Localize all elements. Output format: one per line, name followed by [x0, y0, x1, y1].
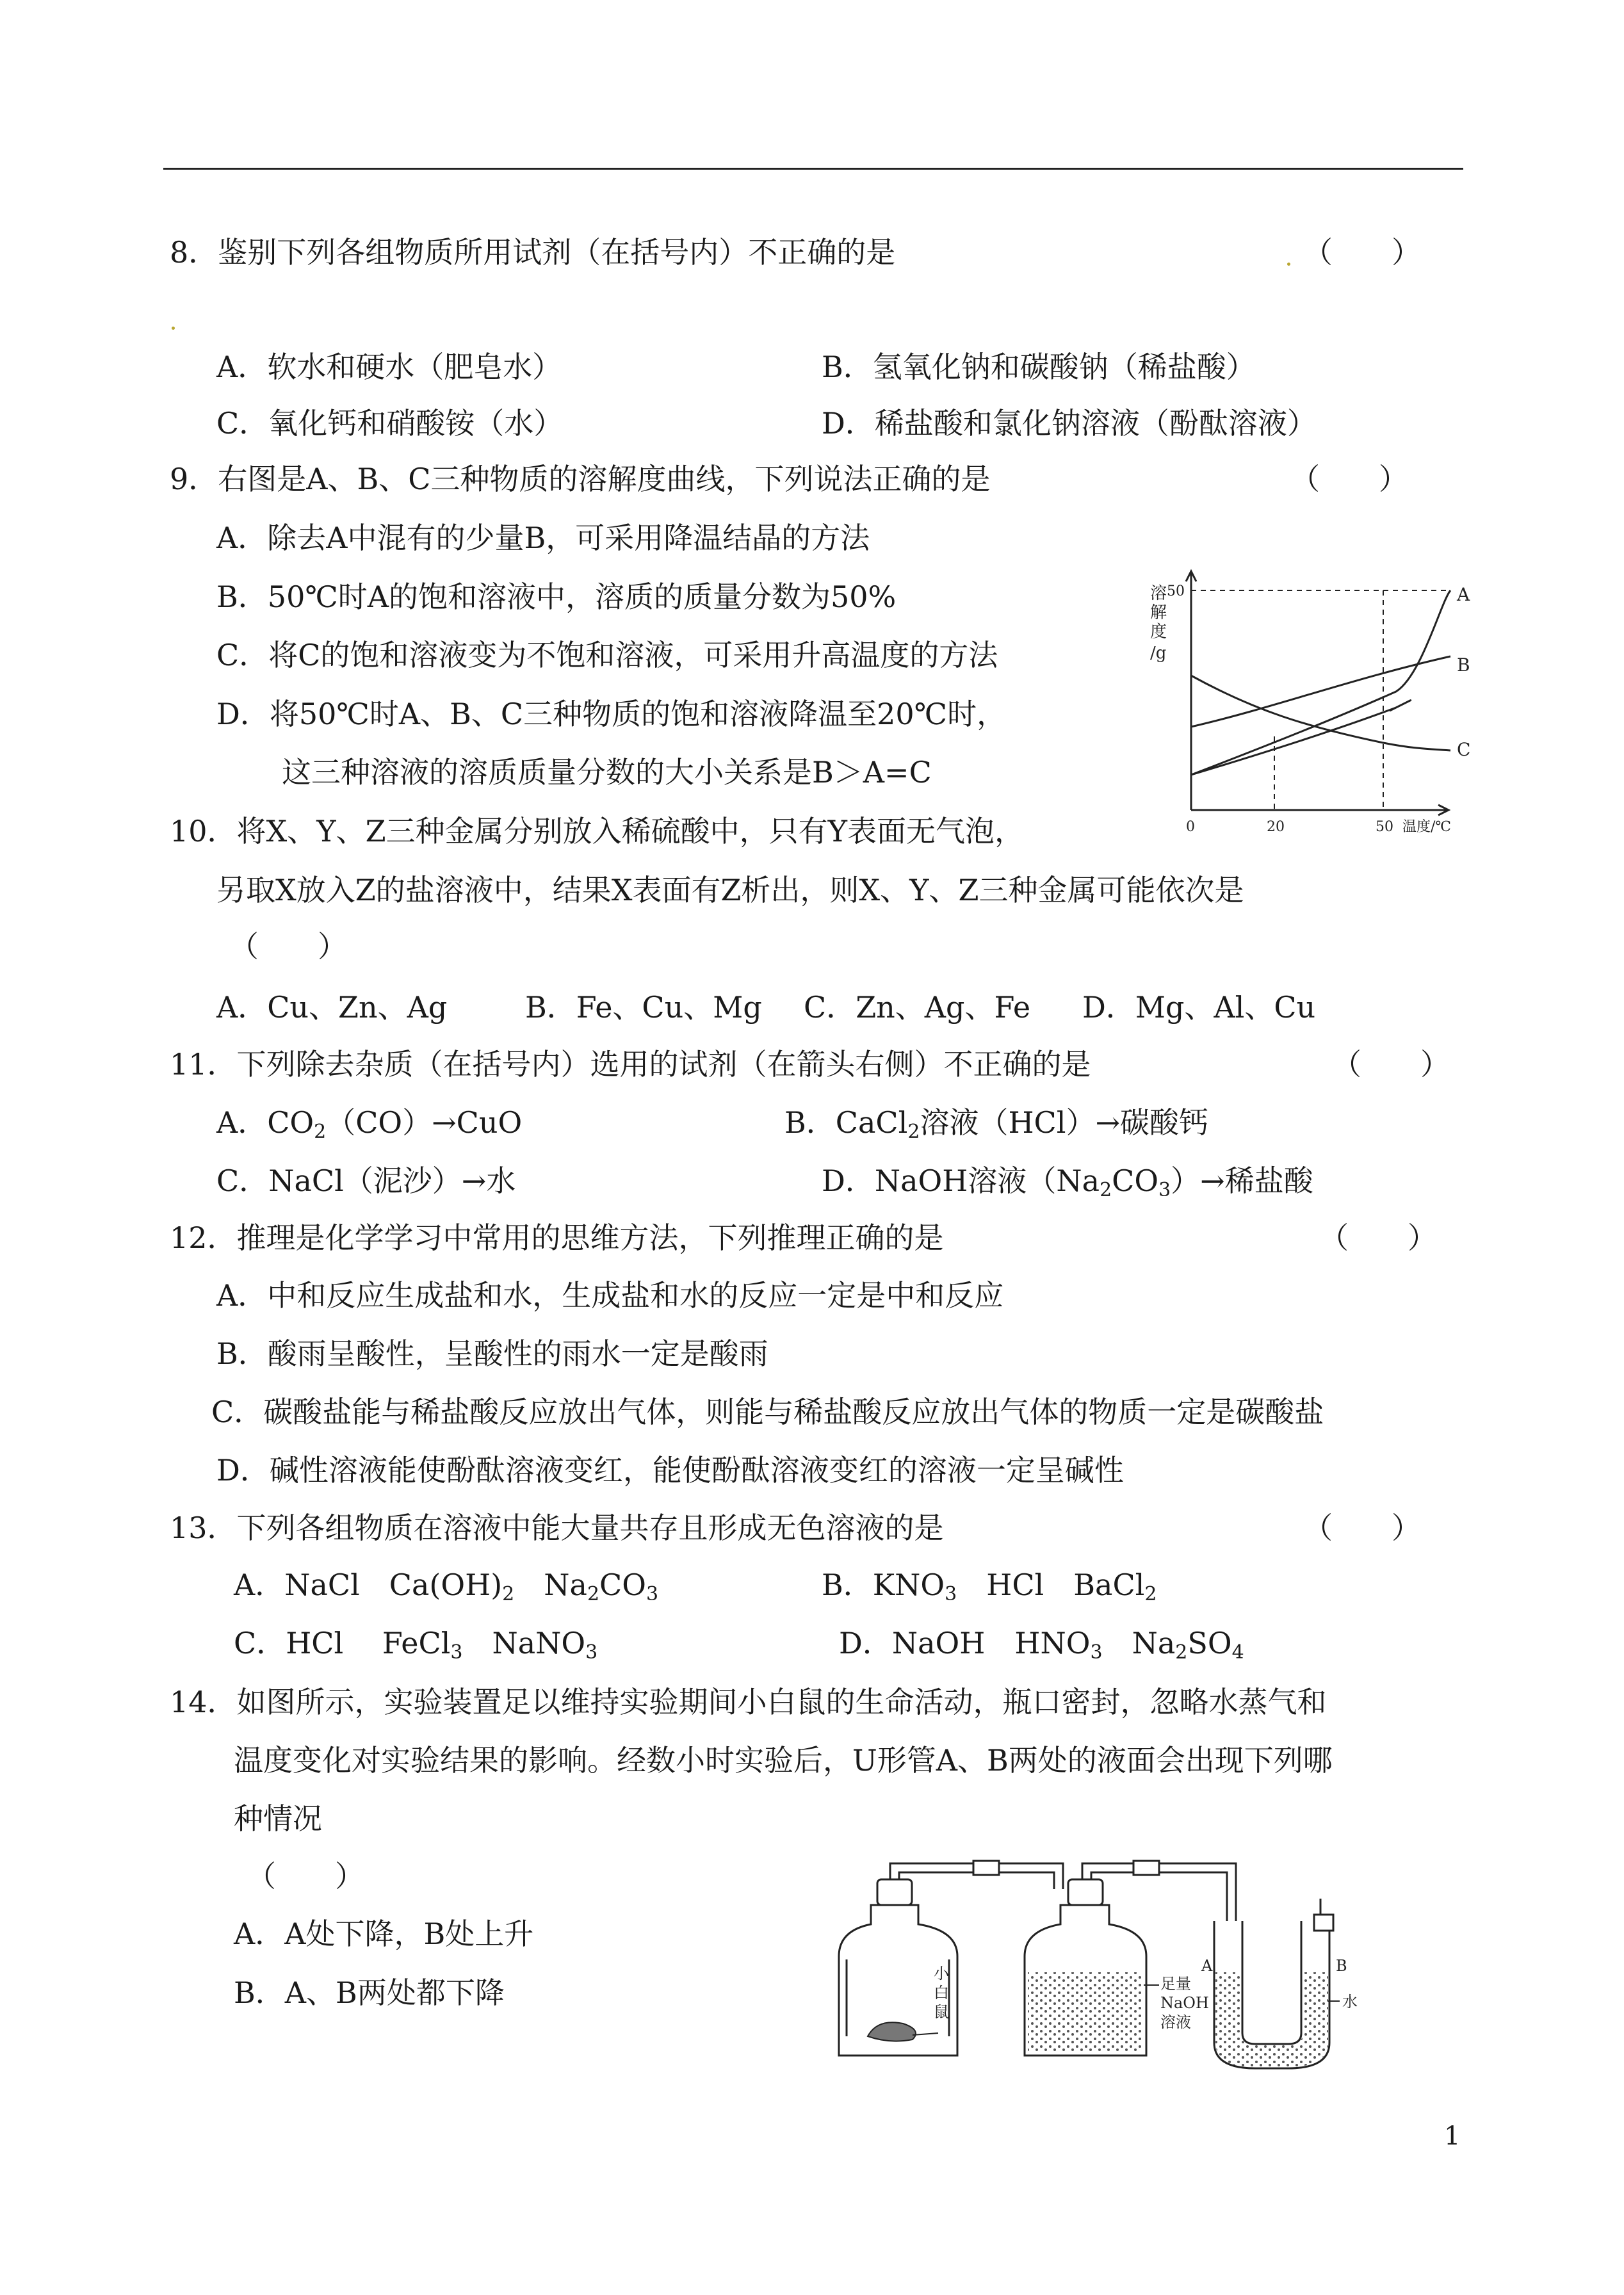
- q13-option-a: A．NaCl $Ca(OH)_2$ $Na_2CO_3$: [234, 1568, 659, 1605]
- q14-bracket: （ ）: [247, 1859, 364, 1894]
- mouse-label-1: 小: [934, 1965, 949, 1983]
- apparatus-diagram: [832, 1844, 1409, 2075]
- q13-bracket: （ ）: [1303, 1511, 1421, 1545]
- stray-dot: [172, 327, 175, 330]
- u-tube-label-a: A: [1201, 1957, 1213, 1975]
- header-rule: [163, 168, 1463, 170]
- q13-stem: 13．下列各组物质在溶液中能大量共存且形成无色溶液的是: [170, 1511, 944, 1545]
- q8-option-d: D．稀盐酸和氯化钠溶液（酚酞溶液）: [822, 406, 1317, 441]
- q10-bracket: （ ）: [229, 929, 347, 964]
- q13-option-c: C．HCl FeCl$_3$ NaNO$_3$: [234, 1626, 598, 1664]
- q14-stem-cont: 温度变化对实验结果的影响。经数小时实验后，U形管A、B两处的液面会出现下列哪: [234, 1743, 1333, 1778]
- q10-option-d: D．Mg、Al、Cu: [1082, 990, 1316, 1025]
- graph-y50: 50: [1167, 583, 1185, 599]
- q14-option-b: B．A、B两处都下降: [234, 1975, 505, 2010]
- q14-stem-cont2: 种情况: [234, 1801, 322, 1836]
- graph-xlabel: 温度/℃: [1402, 819, 1452, 835]
- q8-bracket: （ ）: [1303, 235, 1421, 270]
- q11-option-a: A．$CO_2(CO)\to CuO$: [216, 1105, 523, 1143]
- q9-bracket: （ ）: [1290, 462, 1408, 496]
- q12-option-a: A．中和反应生成盐和水，生成盐和水的反应一定是中和反应: [216, 1278, 1004, 1313]
- curve-c-label: C: [1457, 739, 1471, 760]
- naoh-label-2: NaOH: [1160, 1994, 1209, 2012]
- q9-option-c: C．将C的饱和溶液变为不饱和溶液，可采用升高温度的方法: [216, 638, 998, 672]
- q10-option-c: C．Zn、Ag、Fe: [804, 990, 1031, 1025]
- q8-option-c: C．氧化钙和硝酸铵（水）: [216, 406, 564, 441]
- u-tube-label-b: B: [1336, 1957, 1347, 1975]
- q11-option-c: C．NaCl（泥沙）→水: [216, 1164, 516, 1198]
- q12-option-c: C．碳酸盐能与稀盐酸反应放出气体，则能与稀盐酸反应放出气体的物质一定是碳酸盐: [211, 1395, 1324, 1429]
- q9-option-a: A．除去A中混有的少量B，可采用降温结晶的方法: [216, 521, 870, 555]
- q13-option-b: B．$KNO_3$ HCl BaCl$_2$: [822, 1568, 1157, 1605]
- water-label: 水: [1342, 1993, 1358, 2011]
- graph-x50: 50: [1376, 819, 1393, 835]
- q12-stem: 12．推理是化学学习中常用的思维方法，下列推理正确的是: [170, 1220, 944, 1255]
- naoh-label-1: 足量: [1160, 1975, 1191, 1993]
- mouse-label-2: 白: [934, 1984, 949, 2002]
- q12-option-d: D．碱性溶液能使酚酞溶液变红，能使酚酞溶液变红的溶液一定呈碱性: [216, 1453, 1124, 1488]
- solubility-graph: [1127, 564, 1486, 845]
- stray-dot: [1287, 263, 1290, 266]
- q12-bracket: （ ）: [1319, 1220, 1437, 1255]
- q9-option-d-cont: 这三种溶液的溶质质量分数的大小关系是B＞A=C: [282, 755, 932, 790]
- q11-stem: 11．下列除去杂质（在括号内）选用的试剂（在箭头右侧）不正确的是: [170, 1047, 1091, 1082]
- q9-stem: 9．右图是A、B、C三种物质的溶解度曲线，下列说法正确的是: [170, 462, 991, 496]
- graph-ylabel-3: 度: [1150, 622, 1167, 642]
- q10-option-a: A．Cu、Zn、Ag: [216, 990, 448, 1025]
- page-number: 1: [1444, 2121, 1461, 2151]
- curve-a-label: A: [1457, 584, 1470, 605]
- q8-option-b: B．氢氧化钠和碳酸钠（稀盐酸）: [822, 350, 1256, 384]
- mouse-label-3: 鼠: [934, 2003, 949, 2021]
- graph-ylabel-1: 溶: [1150, 584, 1167, 603]
- graph-x0: 0: [1186, 819, 1195, 835]
- q10-stem: 10．将X、Y、Z三种金属分别放入稀硫酸中，只有Y表面无气泡，: [170, 814, 1024, 848]
- q11-option-d: D．NaOH溶液$(Na_2CO_3)\to$稀盐酸: [822, 1164, 1313, 1201]
- q12-option-b: B．酸雨呈酸性，呈酸性的雨水一定是酸雨: [216, 1336, 768, 1371]
- q8-stem: 8．鉴别下列各组物质所用试剂（在括号内）不正确的是: [170, 235, 896, 270]
- graph-ylabel-2: 解: [1150, 603, 1167, 622]
- q11-option-b: B．CaCl$_2$溶液（HCl）→碳酸钙: [784, 1105, 1209, 1143]
- q10-option-b: B．Fe、Cu、Mg: [525, 990, 762, 1025]
- q13-option-d: D．NaOH $HNO_3$ $Na_2SO_4$: [839, 1626, 1244, 1664]
- graph-x20: 20: [1267, 819, 1285, 835]
- q8-option-a: A．软水和硬水（肥皂水）: [216, 350, 562, 384]
- curve-b-label: B: [1457, 654, 1470, 676]
- q9-option-d: D．将50℃时A、B、C三种物质的饱和溶液降温至20℃时，: [216, 697, 1007, 731]
- q14-stem: 14．如图所示，实验装置足以维持实验期间小白鼠的生命活动，瓶口密封，忽略水蒸气和: [170, 1685, 1327, 1719]
- q9-option-b: B．50℃时A的饱和溶液中，溶质的质量分数为50%: [216, 580, 897, 614]
- graph-ylabel-4: /g: [1150, 644, 1167, 663]
- q11-bracket: （ ）: [1332, 1047, 1450, 1082]
- q14-option-a: A．A处下降，B处上升: [234, 1917, 534, 1951]
- naoh-label-3: 溶液: [1160, 2013, 1191, 2031]
- q10-stem-cont: 另取X放入Z的盐溶液中，结果X表面有Z析出，则X、Y、Z三种金属可能依次是: [216, 873, 1244, 907]
